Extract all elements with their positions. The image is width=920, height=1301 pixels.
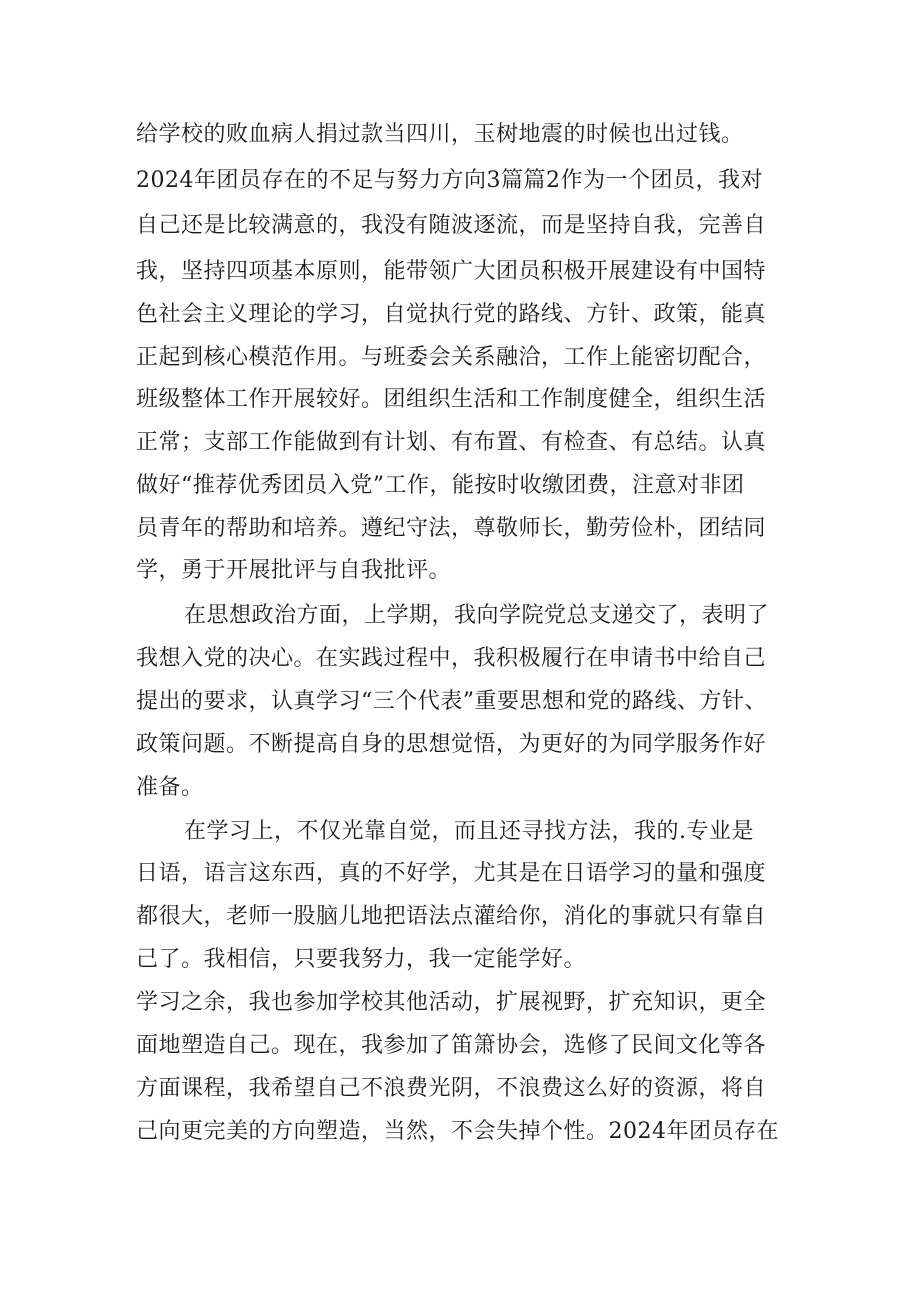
text-line: 我，坚持四项基本原则，能带领广大团员积极开展建设有中国特 [136, 259, 767, 284]
paragraph-first-line: 在学习上，不仅光靠自觉，而且还寻找方法，我的.专业是 [184, 819, 754, 844]
text-line: 正起到核心模范作用。与班委会关系融洽，工作上能密切配合， [136, 345, 767, 370]
text-line: 我想入党的决心。在实践过程中，我积极履行在申请书中给自己 [136, 646, 767, 671]
text-line: 学，勇于开展批评与自我批评。 [136, 558, 452, 583]
text-line: 员青年的帮助和培养。遵纪守法，尊敬师长，勤劳俭朴，团结同 [136, 516, 767, 541]
text-line: 日语，语言这东西，真的不好学，尤其是在日语学习的量和强度 [136, 861, 767, 886]
text-line: 色社会主义理论的学习，自觉执行党的路线、方针、政策，能真 [136, 302, 767, 327]
text-line: 做好“推荐优秀团员入党”工作，能按时收缴团费，注意对非团 [136, 473, 745, 498]
text-line: 政策问题。不断提高自身的思想觉悟，为更好的为同学服务作好 [136, 732, 767, 757]
text-line: 方面课程，我希望自己不浪费光阴，不浪费这么好的资源，将自 [136, 1076, 767, 1101]
text-line: 准备。 [136, 775, 204, 800]
text-line: 正常；支部工作能做到有计划、有布置、有检查、有总结。认真 [136, 430, 767, 455]
paragraph-first-line: 在思想政治方面，上学期，我向学院党总支递交了，表明了 [184, 603, 770, 628]
text-line: 己了。我相信，只要我努力，我一定能学好。 [136, 947, 587, 972]
text-line: 己向更完美的方向塑造，当然，不会失掉个性。2024年团员存在 [136, 1119, 779, 1144]
text-line: 提出的要求，认真学习“三个代表”重要思想和党的路线、方针、 [136, 689, 767, 714]
text-line: 给学校的败血病人捐过款当四川，玉树地震的时候也出过钱。 [136, 122, 744, 147]
text-line: 学习之余，我也参加学校其他活动，扩展视野，扩充知识，更全 [136, 990, 767, 1015]
text-line: 2024年团员存在的不足与努力方向3篇篇2作为一个团员，我对 [136, 168, 763, 193]
text-line: 自己还是比较满意的，我没有随波逐流，而是坚持自我，完善自 [136, 213, 767, 238]
text-line: 都很大，老师一股脑儿地把语法点灌给你，消化的事就只有靠自 [136, 904, 767, 929]
text-line: 面地塑造自己。现在，我参加了笛箫协会，选修了民间文化等各 [136, 1033, 767, 1058]
text-line: 班级整体工作开展较好。团组织生活和工作制度健全，组织生活 [136, 387, 767, 412]
